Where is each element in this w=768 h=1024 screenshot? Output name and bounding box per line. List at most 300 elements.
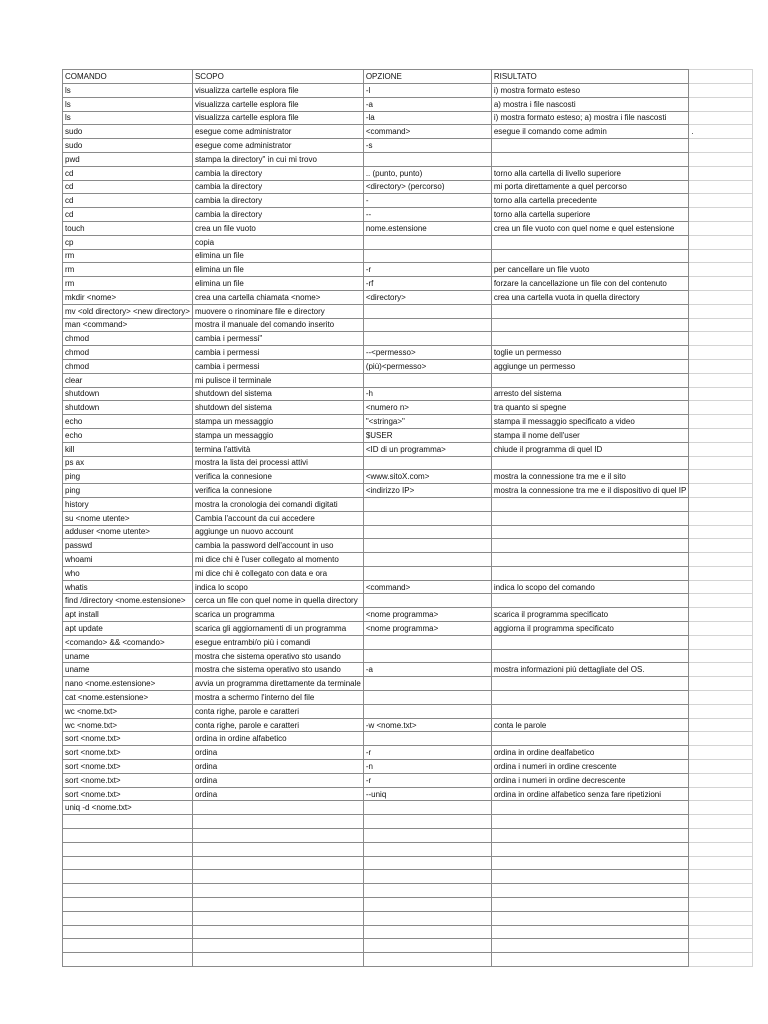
cell-comando[interactable]: wc <nome.txt> xyxy=(63,704,193,718)
cell-extra[interactable] xyxy=(689,180,753,194)
cell-extra[interactable] xyxy=(689,842,753,856)
cell-risultato[interactable]: per cancellare un file vuoto xyxy=(491,263,689,277)
cell-extra[interactable] xyxy=(689,456,753,470)
cell-risultato[interactable] xyxy=(491,318,689,332)
cell-scopo[interactable]: mostra a schermo l'interno del file xyxy=(192,691,363,705)
cell-extra[interactable] xyxy=(689,470,753,484)
cell-risultato[interactable] xyxy=(491,898,689,912)
cell-extra[interactable] xyxy=(689,566,753,580)
cell-risultato[interactable] xyxy=(491,511,689,525)
cell-risultato[interactable]: mostra la connessione tra me e il dispositivo di quel IP xyxy=(491,484,689,498)
cell-opzione[interactable] xyxy=(363,594,491,608)
cell-scopo[interactable]: cambia i permessi xyxy=(192,346,363,360)
cell-risultato[interactable] xyxy=(491,594,689,608)
cell-opzione[interactable]: -la xyxy=(363,111,491,125)
cell-opzione[interactable]: .. (punto, punto) xyxy=(363,166,491,180)
cell-extra[interactable] xyxy=(689,249,753,263)
cell-comando[interactable]: ls xyxy=(63,111,193,125)
column-header-blank[interactable] xyxy=(689,70,753,84)
cell-opzione[interactable]: <indirizzo IP> xyxy=(363,484,491,498)
cell-extra[interactable] xyxy=(689,870,753,884)
cell-opzione[interactable] xyxy=(363,829,491,843)
cell-opzione[interactable] xyxy=(363,939,491,953)
cell-extra[interactable] xyxy=(689,953,753,967)
cell-risultato[interactable] xyxy=(491,732,689,746)
cell-comando[interactable]: wc <nome.txt> xyxy=(63,718,193,732)
cell-risultato[interactable]: stampa il messaggio specificato a video xyxy=(491,415,689,429)
cell-opzione[interactable]: - xyxy=(363,194,491,208)
cell-risultato[interactable] xyxy=(491,249,689,263)
cell-risultato[interactable] xyxy=(491,332,689,346)
cell-scopo[interactable]: cambia i permessi" xyxy=(192,332,363,346)
cell-extra[interactable] xyxy=(689,773,753,787)
cell-extra[interactable] xyxy=(689,235,753,249)
cell-scopo[interactable]: mi dice chi è collegato con data e ora xyxy=(192,566,363,580)
cell-scopo[interactable]: verifica la connesione xyxy=(192,470,363,484)
cell-comando[interactable]: rm xyxy=(63,263,193,277)
cell-risultato[interactable] xyxy=(491,152,689,166)
column-header-comando[interactable]: COMANDO xyxy=(63,70,193,84)
cell-risultato[interactable]: toglie un permesso xyxy=(491,346,689,360)
cell-extra[interactable] xyxy=(689,373,753,387)
cell-extra[interactable] xyxy=(689,359,753,373)
cell-extra[interactable] xyxy=(689,497,753,511)
cell-extra[interactable] xyxy=(689,194,753,208)
cell-extra[interactable] xyxy=(689,553,753,567)
cell-comando[interactable]: echo xyxy=(63,428,193,442)
cell-comando[interactable]: find /directory <nome.estensione> xyxy=(63,594,193,608)
cell-scopo[interactable]: cambia la directory xyxy=(192,194,363,208)
cell-risultato[interactable]: torno alla cartella superiore xyxy=(491,208,689,222)
cell-comando[interactable]: sort <nome.txt> xyxy=(63,773,193,787)
cell-scopo[interactable]: crea una cartella chiamata <nome> xyxy=(192,290,363,304)
cell-extra[interactable] xyxy=(689,263,753,277)
cell-comando[interactable]: ping xyxy=(63,470,193,484)
cell-extra[interactable] xyxy=(689,290,753,304)
cell-comando[interactable] xyxy=(63,939,193,953)
cell-scopo[interactable] xyxy=(192,870,363,884)
cell-opzione[interactable] xyxy=(363,553,491,567)
cell-scopo[interactable]: mostra il manuale del comando inserito xyxy=(192,318,363,332)
cell-comando[interactable] xyxy=(63,870,193,884)
cell-opzione[interactable] xyxy=(363,801,491,815)
cell-opzione[interactable] xyxy=(363,373,491,387)
cell-comando[interactable]: sort <nome.txt> xyxy=(63,760,193,774)
cell-comando[interactable]: cd xyxy=(63,194,193,208)
cell-scopo[interactable]: Cambia l'account da cui accedere xyxy=(192,511,363,525)
cell-risultato[interactable] xyxy=(491,566,689,580)
cell-opzione[interactable]: "<stringa>" xyxy=(363,415,491,429)
cell-extra[interactable] xyxy=(689,525,753,539)
cell-opzione[interactable] xyxy=(363,870,491,884)
cell-scopo[interactable]: cerca un file con quel nome in quella directory xyxy=(192,594,363,608)
cell-risultato[interactable] xyxy=(491,456,689,470)
cell-extra[interactable] xyxy=(689,152,753,166)
cell-risultato[interactable] xyxy=(491,539,689,553)
cell-scopo[interactable] xyxy=(192,925,363,939)
cell-opzione[interactable] xyxy=(363,704,491,718)
cell-risultato[interactable] xyxy=(491,911,689,925)
cell-opzione[interactable]: <directory> (percorso) xyxy=(363,180,491,194)
cell-risultato[interactable]: i) mostra formato esteso xyxy=(491,84,689,98)
cell-opzione[interactable]: <nome programma> xyxy=(363,622,491,636)
cell-comando[interactable] xyxy=(63,856,193,870)
cell-opzione[interactable] xyxy=(363,677,491,691)
cell-extra[interactable] xyxy=(689,691,753,705)
cell-scopo[interactable]: cambia la directory xyxy=(192,180,363,194)
cell-comando[interactable]: pwd xyxy=(63,152,193,166)
cell-extra[interactable] xyxy=(689,511,753,525)
cell-comando[interactable]: <comando> && <comando> xyxy=(63,635,193,649)
cell-comando[interactable] xyxy=(63,925,193,939)
cell-opzione[interactable] xyxy=(363,235,491,249)
cell-extra[interactable] xyxy=(689,898,753,912)
cell-extra[interactable] xyxy=(689,801,753,815)
cell-comando[interactable]: rm xyxy=(63,277,193,291)
cell-opzione[interactable] xyxy=(363,898,491,912)
cell-comando[interactable] xyxy=(63,911,193,925)
cell-extra[interactable] xyxy=(689,718,753,732)
cell-risultato[interactable] xyxy=(491,139,689,153)
cell-scopo[interactable] xyxy=(192,815,363,829)
cell-scopo[interactable]: aggiunge un nuovo account xyxy=(192,525,363,539)
cell-risultato[interactable] xyxy=(491,497,689,511)
cell-comando[interactable]: cp xyxy=(63,235,193,249)
cell-opzione[interactable]: -s xyxy=(363,139,491,153)
cell-scopo[interactable]: scarica un programma xyxy=(192,608,363,622)
cell-extra[interactable] xyxy=(689,911,753,925)
cell-risultato[interactable] xyxy=(491,829,689,843)
cell-risultato[interactable]: i) mostra formato esteso; a) mostra i file nascosti xyxy=(491,111,689,125)
cell-scopo[interactable]: cambia la directory xyxy=(192,208,363,222)
cell-opzione[interactable] xyxy=(363,249,491,263)
cell-comando[interactable]: cd xyxy=(63,180,193,194)
cell-opzione[interactable]: <numero n> xyxy=(363,401,491,415)
cell-opzione[interactable] xyxy=(363,635,491,649)
cell-opzione[interactable] xyxy=(363,953,491,967)
cell-comando[interactable]: sudo xyxy=(63,139,193,153)
cell-comando[interactable]: clear xyxy=(63,373,193,387)
cell-extra[interactable] xyxy=(689,166,753,180)
cell-opzione[interactable]: -rf xyxy=(363,277,491,291)
cell-scopo[interactable]: indica lo scopo xyxy=(192,580,363,594)
cell-comando[interactable]: cat <nome.estensione> xyxy=(63,691,193,705)
cell-comando[interactable]: ls xyxy=(63,84,193,98)
cell-opzione[interactable]: -n xyxy=(363,760,491,774)
cell-risultato[interactable]: mostra la connessione tra me e il sito xyxy=(491,470,689,484)
cell-opzione[interactable]: <www.sitoX.com> xyxy=(363,470,491,484)
cell-opzione[interactable] xyxy=(363,925,491,939)
cell-scopo[interactable]: mostra la cronologia dei comandi digitati xyxy=(192,497,363,511)
cell-scopo[interactable] xyxy=(192,884,363,898)
cell-risultato[interactable]: ordina i numeri in ordine crescente xyxy=(491,760,689,774)
cell-scopo[interactable]: stampa un messaggio xyxy=(192,415,363,429)
cell-extra[interactable] xyxy=(689,221,753,235)
cell-opzione[interactable]: -h xyxy=(363,387,491,401)
cell-scopo[interactable] xyxy=(192,801,363,815)
cell-risultato[interactable]: torno alla cartella di livello superiore xyxy=(491,166,689,180)
cell-comando[interactable] xyxy=(63,953,193,967)
cell-scopo[interactable]: muovere o rinominare file e directory xyxy=(192,304,363,318)
cell-extra[interactable] xyxy=(689,428,753,442)
cell-comando[interactable]: shutdown xyxy=(63,401,193,415)
cell-comando[interactable]: shutdown xyxy=(63,387,193,401)
cell-scopo[interactable]: elimina un file xyxy=(192,277,363,291)
cell-scopo[interactable]: visualizza cartelle esplora file xyxy=(192,84,363,98)
cell-risultato[interactable]: indica lo scopo del comando xyxy=(491,580,689,594)
cell-opzione[interactable] xyxy=(363,152,491,166)
cell-scopo[interactable]: shutdown del sistema xyxy=(192,401,363,415)
cell-comando[interactable] xyxy=(63,829,193,843)
cell-opzione[interactable]: nome.estensione xyxy=(363,221,491,235)
cell-extra[interactable] xyxy=(689,84,753,98)
cell-extra[interactable] xyxy=(689,111,753,125)
cell-comando[interactable]: apt install xyxy=(63,608,193,622)
cell-comando[interactable]: chmod xyxy=(63,359,193,373)
cell-scopo[interactable] xyxy=(192,911,363,925)
cell-opzione[interactable]: -a xyxy=(363,663,491,677)
cell-extra[interactable] xyxy=(689,208,753,222)
cell-comando[interactable]: sort <nome.txt> xyxy=(63,746,193,760)
cell-scopo[interactable]: stampa un messaggio xyxy=(192,428,363,442)
cell-comando[interactable]: history xyxy=(63,497,193,511)
cell-scopo[interactable]: ordina xyxy=(192,746,363,760)
cell-scopo[interactable]: mi dice chi è l'user collegato al momento xyxy=(192,553,363,567)
cell-opzione[interactable]: -w <nome.txt> xyxy=(363,718,491,732)
cell-scopo[interactable]: verifica la connesione xyxy=(192,484,363,498)
cell-scopo[interactable]: ordina xyxy=(192,787,363,801)
cell-scopo[interactable]: stampa la directory" in cui mi trovo xyxy=(192,152,363,166)
cell-risultato[interactable]: crea una cartella vuota in quella directory xyxy=(491,290,689,304)
cell-opzione[interactable]: -l xyxy=(363,84,491,98)
cell-extra[interactable] xyxy=(689,760,753,774)
cell-risultato[interactable] xyxy=(491,842,689,856)
cell-comando[interactable]: passwd xyxy=(63,539,193,553)
cell-extra[interactable] xyxy=(689,139,753,153)
cell-risultato[interactable]: esegue il comando come admin xyxy=(491,125,689,139)
cell-extra[interactable] xyxy=(689,484,753,498)
cell-extra[interactable] xyxy=(689,277,753,291)
cell-comando[interactable]: ping xyxy=(63,484,193,498)
cell-risultato[interactable]: tra quanto si spegne xyxy=(491,401,689,415)
cell-risultato[interactable]: forzare la cancellazione un file con del contenuto xyxy=(491,277,689,291)
cell-extra[interactable] xyxy=(689,746,753,760)
cell-risultato[interactable] xyxy=(491,953,689,967)
cell-opzione[interactable]: -r xyxy=(363,746,491,760)
cell-risultato[interactable]: a) mostra i file nascosti xyxy=(491,97,689,111)
cell-scopo[interactable]: copia xyxy=(192,235,363,249)
cell-risultato[interactable] xyxy=(491,704,689,718)
cell-risultato[interactable] xyxy=(491,691,689,705)
cell-scopo[interactable] xyxy=(192,953,363,967)
cell-comando[interactable]: man <command> xyxy=(63,318,193,332)
cell-comando[interactable]: sort <nome.txt> xyxy=(63,787,193,801)
cell-scopo[interactable]: cambia i permessi xyxy=(192,359,363,373)
cell-scopo[interactable]: ordina in ordine alfabetico xyxy=(192,732,363,746)
cell-opzione[interactable] xyxy=(363,539,491,553)
cell-comando[interactable]: ls xyxy=(63,97,193,111)
cell-scopo[interactable]: visualizza cartelle esplora file xyxy=(192,111,363,125)
cell-scopo[interactable]: mi pulisce il terminale xyxy=(192,373,363,387)
cell-risultato[interactable] xyxy=(491,649,689,663)
cell-comando[interactable]: chmod xyxy=(63,332,193,346)
cell-scopo[interactable]: cambia la directory xyxy=(192,166,363,180)
cell-comando[interactable]: cd xyxy=(63,208,193,222)
cell-opzione[interactable] xyxy=(363,566,491,580)
cell-opzione[interactable]: -a xyxy=(363,97,491,111)
cell-risultato[interactable]: mostra informazioni più dettagliate del OS. xyxy=(491,663,689,677)
cell-extra[interactable] xyxy=(689,649,753,663)
cell-opzione[interactable] xyxy=(363,884,491,898)
cell-scopo[interactable]: esegue come administrator xyxy=(192,125,363,139)
cell-scopo[interactable]: avvia un programma direttamente da terminale xyxy=(192,677,363,691)
cell-risultato[interactable] xyxy=(491,815,689,829)
cell-risultato[interactable] xyxy=(491,553,689,567)
cell-comando[interactable]: touch xyxy=(63,221,193,235)
cell-comando[interactable]: apt update xyxy=(63,622,193,636)
cell-comando[interactable] xyxy=(63,884,193,898)
cell-comando[interactable] xyxy=(63,842,193,856)
cell-opzione[interactable]: -- xyxy=(363,208,491,222)
cell-scopo[interactable] xyxy=(192,856,363,870)
cell-opzione[interactable] xyxy=(363,456,491,470)
cell-opzione[interactable]: -r xyxy=(363,263,491,277)
cell-opzione[interactable] xyxy=(363,649,491,663)
cell-scopo[interactable]: mostra che sistema operativo sto usando xyxy=(192,663,363,677)
column-header-opzione[interactable]: OPZIONE xyxy=(363,70,491,84)
cell-opzione[interactable] xyxy=(363,911,491,925)
cell-comando[interactable]: whatis xyxy=(63,580,193,594)
cell-comando[interactable]: adduser <nome utente> xyxy=(63,525,193,539)
cell-extra[interactable] xyxy=(689,580,753,594)
cell-opzione[interactable]: <directory> xyxy=(363,290,491,304)
cell-extra[interactable] xyxy=(689,939,753,953)
cell-comando[interactable]: sudo xyxy=(63,125,193,139)
cell-risultato[interactable]: crea un file vuoto con quel nome e quel estensione xyxy=(491,221,689,235)
cell-extra[interactable] xyxy=(689,539,753,553)
cell-comando[interactable]: echo xyxy=(63,415,193,429)
cell-risultato[interactable] xyxy=(491,373,689,387)
cell-extra[interactable] xyxy=(689,442,753,456)
cell-extra[interactable] xyxy=(689,401,753,415)
cell-opzione[interactable]: $USER xyxy=(363,428,491,442)
cell-extra[interactable] xyxy=(689,97,753,111)
cell-scopo[interactable]: mostra la lista dei processi attivi xyxy=(192,456,363,470)
cell-scopo[interactable]: esegue come administrator xyxy=(192,139,363,153)
cell-extra[interactable] xyxy=(689,732,753,746)
cell-opzione[interactable]: <command> xyxy=(363,125,491,139)
cell-scopo[interactable]: elimina un file xyxy=(192,263,363,277)
cell-scopo[interactable]: crea un file vuoto xyxy=(192,221,363,235)
cell-comando[interactable]: ps ax xyxy=(63,456,193,470)
cell-extra[interactable] xyxy=(689,884,753,898)
cell-risultato[interactable] xyxy=(491,801,689,815)
cell-extra[interactable]: . xyxy=(689,125,753,139)
cell-risultato[interactable]: chiude il programma di quel ID xyxy=(491,442,689,456)
column-header-scopo[interactable]: SCOPO xyxy=(192,70,363,84)
cell-risultato[interactable] xyxy=(491,870,689,884)
cell-opzione[interactable] xyxy=(363,842,491,856)
cell-extra[interactable] xyxy=(689,608,753,622)
cell-extra[interactable] xyxy=(689,318,753,332)
cell-extra[interactable] xyxy=(689,346,753,360)
cell-extra[interactable] xyxy=(689,704,753,718)
cell-risultato[interactable]: conta le parole xyxy=(491,718,689,732)
cell-risultato[interactable]: arresto del sistema xyxy=(491,387,689,401)
cell-risultato[interactable] xyxy=(491,884,689,898)
cell-comando[interactable]: mv <old directory> <new directory> xyxy=(63,304,193,318)
cell-risultato[interactable]: ordina i numeri in ordine decrescente xyxy=(491,773,689,787)
cell-extra[interactable] xyxy=(689,787,753,801)
cell-scopo[interactable]: shutdown del sistema xyxy=(192,387,363,401)
cell-extra[interactable] xyxy=(689,415,753,429)
cell-opzione[interactable] xyxy=(363,497,491,511)
cell-comando[interactable]: sort <nome.txt> xyxy=(63,732,193,746)
cell-comando[interactable]: mkdir <nome> xyxy=(63,290,193,304)
cell-extra[interactable] xyxy=(689,594,753,608)
cell-comando[interactable]: whoami xyxy=(63,553,193,567)
cell-opzione[interactable] xyxy=(363,304,491,318)
cell-risultato[interactable]: mi porta direttamente a quel percorso xyxy=(491,180,689,194)
cell-extra[interactable] xyxy=(689,622,753,636)
cell-opzione[interactable]: <ID di un programma> xyxy=(363,442,491,456)
cell-risultato[interactable] xyxy=(491,525,689,539)
cell-extra[interactable] xyxy=(689,815,753,829)
cell-risultato[interactable] xyxy=(491,235,689,249)
cell-extra[interactable] xyxy=(689,677,753,691)
cell-extra[interactable] xyxy=(689,332,753,346)
cell-scopo[interactable] xyxy=(192,842,363,856)
cell-risultato[interactable] xyxy=(491,925,689,939)
cell-scopo[interactable]: cambia la password dell'account in uso xyxy=(192,539,363,553)
column-header-risultato[interactable]: RISULTATO xyxy=(491,70,689,84)
cell-extra[interactable] xyxy=(689,304,753,318)
cell-opzione[interactable]: --<permesso> xyxy=(363,346,491,360)
cell-scopo[interactable]: ordina xyxy=(192,773,363,787)
cell-risultato[interactable] xyxy=(491,856,689,870)
cell-extra[interactable] xyxy=(689,925,753,939)
cell-risultato[interactable]: aggiorna il programma specificato xyxy=(491,622,689,636)
cell-extra[interactable] xyxy=(689,663,753,677)
cell-comando[interactable]: nano <nome.estensione> xyxy=(63,677,193,691)
cell-extra[interactable] xyxy=(689,856,753,870)
cell-risultato[interactable] xyxy=(491,677,689,691)
cell-opzione[interactable] xyxy=(363,332,491,346)
cell-scopo[interactable]: conta righe, parole e caratteri xyxy=(192,718,363,732)
cell-opzione[interactable]: <nome programma> xyxy=(363,608,491,622)
cell-comando[interactable]: chmod xyxy=(63,346,193,360)
cell-opzione[interactable] xyxy=(363,525,491,539)
cell-risultato[interactable]: scarica il programma specificato xyxy=(491,608,689,622)
cell-comando[interactable] xyxy=(63,815,193,829)
cell-scopo[interactable]: elimina un file xyxy=(192,249,363,263)
cell-comando[interactable]: rm xyxy=(63,249,193,263)
cell-opzione[interactable] xyxy=(363,511,491,525)
cell-opzione[interactable] xyxy=(363,815,491,829)
cell-scopo[interactable]: conta righe, parole e caratteri xyxy=(192,704,363,718)
cell-scopo[interactable] xyxy=(192,939,363,953)
cell-risultato[interactable]: ordina in ordine alfabetico senza fare ripetizioni xyxy=(491,787,689,801)
cell-comando[interactable]: kill xyxy=(63,442,193,456)
cell-risultato[interactable]: stampa il nome dell'user xyxy=(491,428,689,442)
cell-comando[interactable]: uname xyxy=(63,663,193,677)
cell-comando[interactable]: cd xyxy=(63,166,193,180)
cell-opzione[interactable]: <command> xyxy=(363,580,491,594)
cell-risultato[interactable] xyxy=(491,939,689,953)
cell-risultato[interactable]: aggiunge un permesso xyxy=(491,359,689,373)
cell-opzione[interactable]: (più)<permesso> xyxy=(363,359,491,373)
cell-comando[interactable]: uniq -d <nome.txt> xyxy=(63,801,193,815)
